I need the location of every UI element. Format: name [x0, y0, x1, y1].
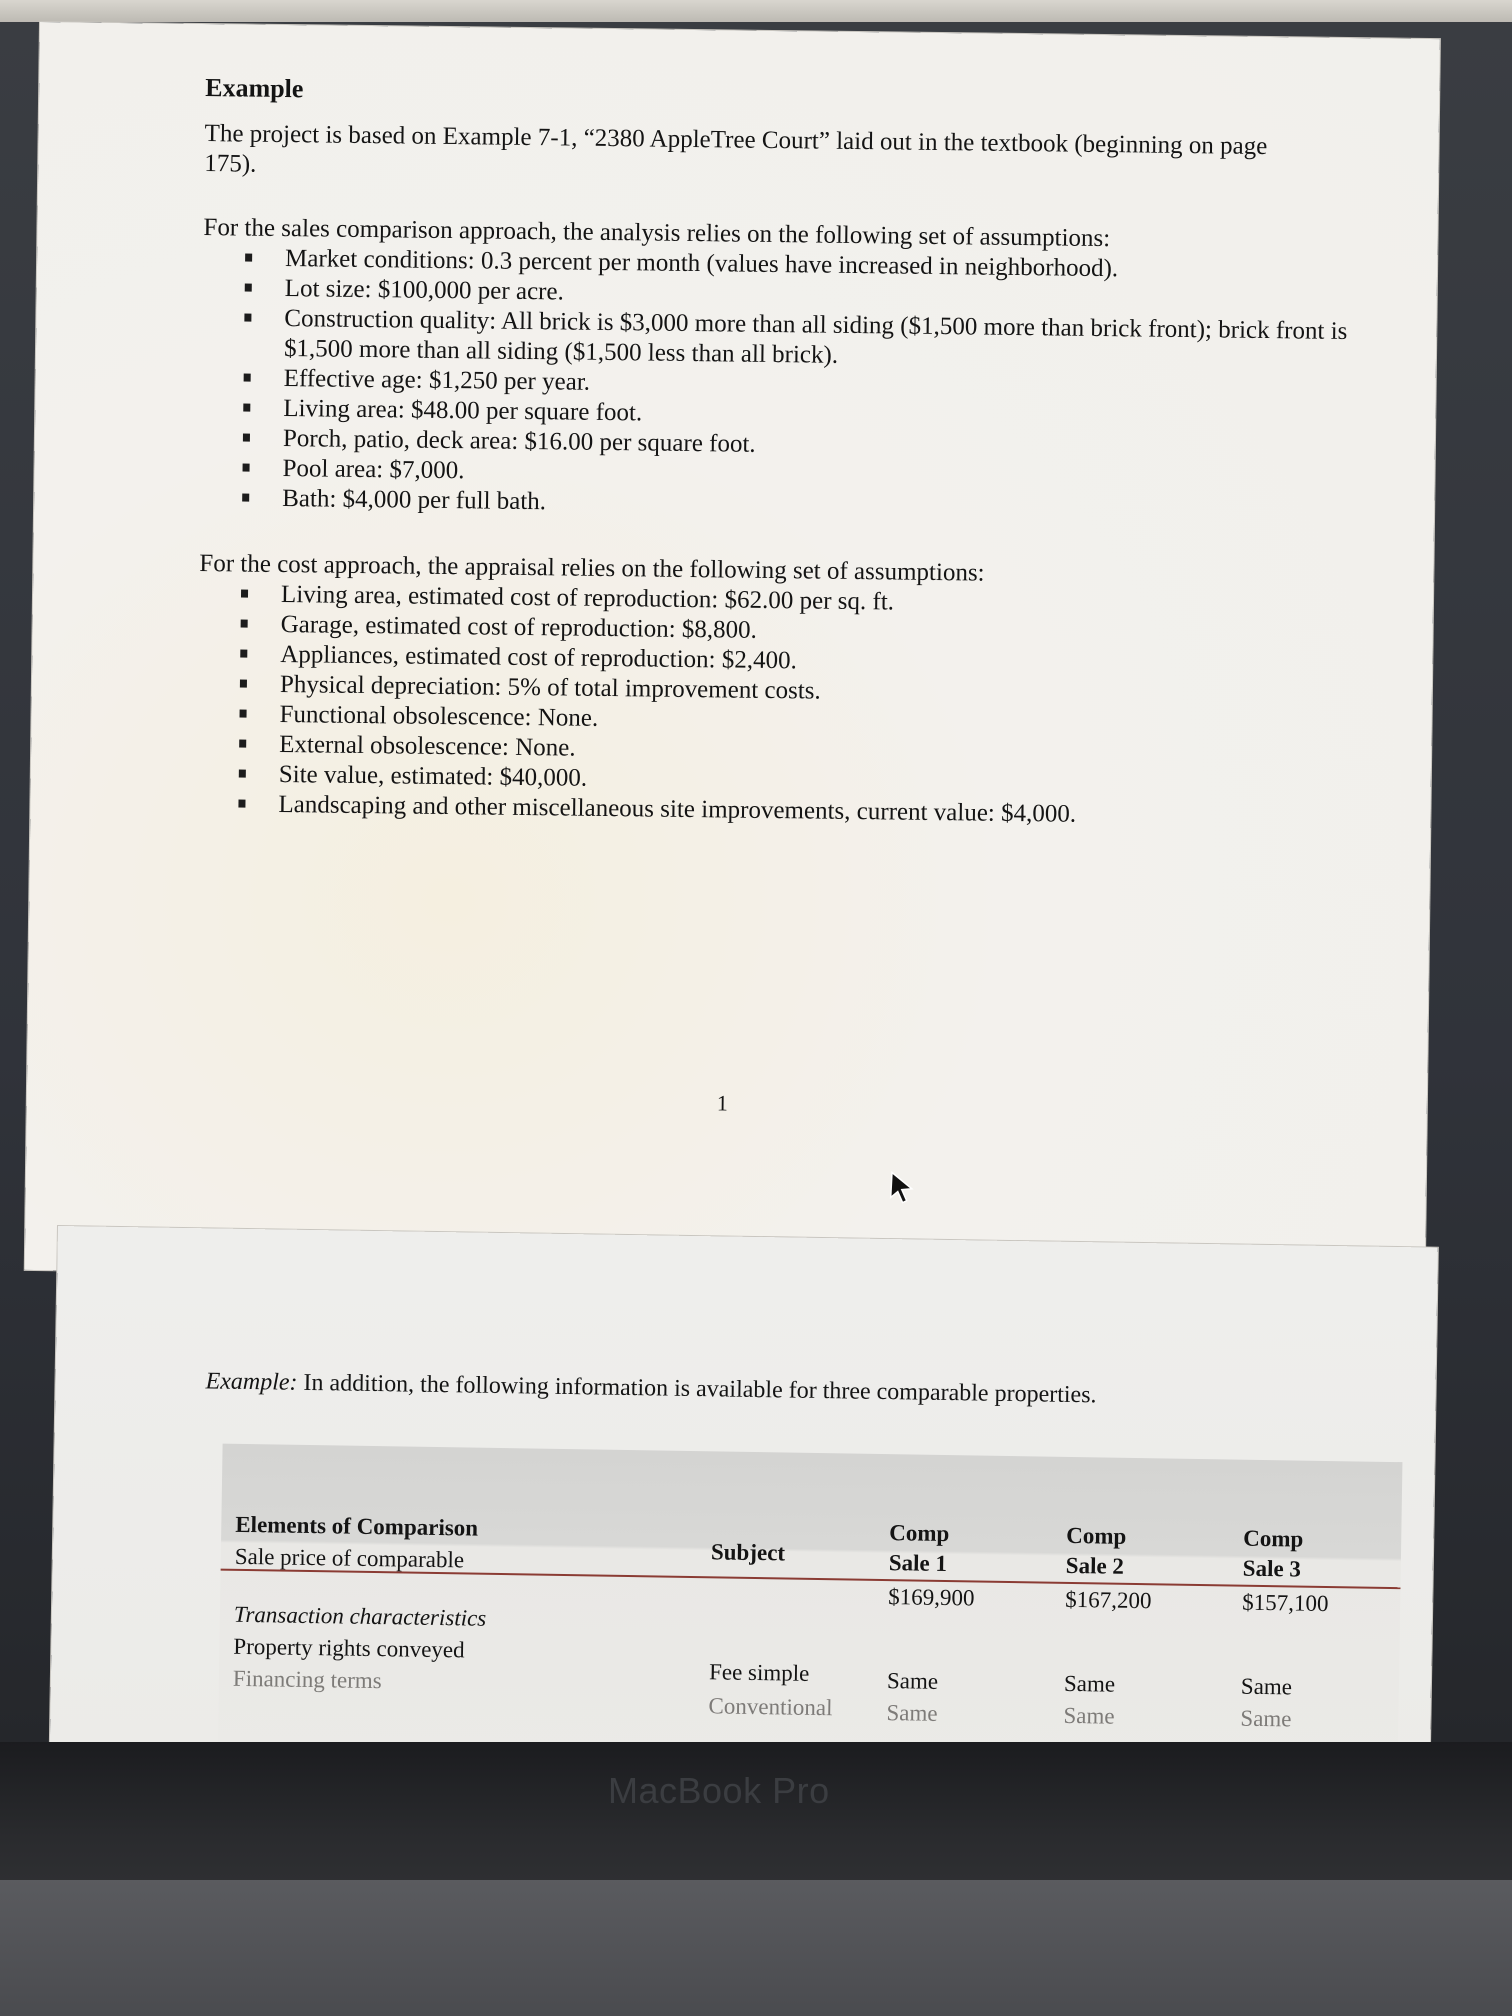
- page-number: 1: [716, 1090, 728, 1116]
- bullet-icon: [238, 800, 245, 808]
- list-item: Living area: $48.00 per square foot.: [243, 394, 1351, 438]
- bullet-icon: [243, 434, 250, 442]
- list-item: Construction quality: All brick is $3,000 more than all siding ($1,500 more than brick front); brick front is $1,500 more than all siding ($1,500 less than all brick).: [244, 304, 1353, 378]
- list-item: Site value, estimated: $40,000.: [239, 760, 1347, 804]
- list-item: Pool area: $7,000.: [242, 454, 1350, 498]
- bullet-icon: [240, 710, 247, 718]
- list-item: Living area, estimated cost of reproduction: $62.00 per sq. ft.: [241, 580, 1349, 624]
- list-item: Functional obsolescence: None.: [239, 700, 1347, 744]
- bullet-icon: [243, 464, 250, 472]
- bullet-icon: [240, 650, 247, 658]
- sales-assumptions-list: [200, 243, 1353, 527]
- list-item: Market conditions: 0.3 percent per month (values have increased in neighborhood).: [245, 244, 1353, 288]
- mouse-cursor-icon: [886, 1170, 916, 1204]
- financing-subject: Conventional: [708, 1693, 833, 1721]
- document-page-2: [50, 1226, 1438, 1788]
- list-item: Appliances, estimated cost of reproduction: $2,400.: [240, 640, 1348, 684]
- example-label: Example:: [205, 1368, 298, 1396]
- header-comp3-line2: Sale 3: [1242, 1555, 1302, 1582]
- table-header-row: [221, 1499, 1402, 1590]
- header-comp1-line1: Comp: [889, 1520, 950, 1547]
- page-1-content: [196, 72, 1355, 869]
- list-item: External obsolescence: None.: [239, 730, 1347, 774]
- header-comp1-line2: Sale 1: [888, 1550, 948, 1577]
- header-comp2-line1: Comp: [1066, 1522, 1127, 1549]
- bullet-icon: [245, 254, 252, 262]
- row-label-transaction: Transaction characteristics: [233, 1601, 487, 1631]
- laptop-keyboard-edge: [0, 1880, 1512, 2016]
- property-rights-comp2: Same: [1063, 1670, 1116, 1697]
- financing-comp3: Same: [1240, 1705, 1292, 1732]
- document-page-1: [25, 22, 1440, 1287]
- example-line: [205, 1368, 1385, 1414]
- sale-price-comp1: $169,900: [888, 1584, 975, 1611]
- bullet-icon: [242, 494, 249, 502]
- financing-comp2: Same: [1063, 1702, 1115, 1729]
- financing-comp1: Same: [886, 1700, 938, 1726]
- header-comp2-line2: Sale 2: [1065, 1552, 1125, 1579]
- list-item: Physical depreciation: 5% of total improvement costs.: [240, 670, 1348, 714]
- cost-assumptions-list: [196, 579, 1349, 833]
- device-label: MacBook Pro: [608, 1770, 830, 1811]
- bullet-icon: [239, 740, 246, 748]
- list-item: Landscaping and other miscellaneous site improvements, current value: $4,000.: [238, 790, 1346, 834]
- comparables-table: [218, 1444, 1403, 1782]
- property-rights-comp1: Same: [886, 1668, 939, 1694]
- bullet-icon: [241, 620, 248, 628]
- list-item: Porch, patio, deck area: $16.00 per square foot.: [243, 424, 1351, 468]
- list-item: Lot size: $100,000 per acre.: [245, 274, 1353, 318]
- header-comp3-line1: Comp: [1243, 1525, 1304, 1552]
- cost-approach-intro: For the cost approach, the appraisal relies on the following set of assumptions:: [199, 550, 985, 587]
- header-subject: Subject: [710, 1539, 786, 1566]
- bullet-icon: [245, 284, 252, 292]
- list-item: Effective age: $1,250 per year.: [243, 364, 1351, 408]
- row-label-property-rights: Property rights conveyed: [233, 1633, 465, 1663]
- list-item: Bath: $4,000 per full bath.: [242, 484, 1350, 528]
- bullet-icon: [240, 680, 247, 688]
- screen-bezel-top: [0, 0, 1512, 22]
- sale-price-comp2: $167,200: [1065, 1586, 1152, 1614]
- bullet-icon: [244, 314, 251, 322]
- example-text: In addition, the following information is available for three comparable properties.: [297, 1369, 1097, 1409]
- list-item: Garage, estimated cost of reproduction: $8,800.: [240, 610, 1348, 654]
- page-heading: Example: [205, 73, 304, 104]
- intro-paragraph: The project is based on Example 7-1, “2380 AppleTree Court” laid out in the textbook (beginning on page 175).: [204, 120, 1268, 178]
- row-label-sale-price: Sale price of comparable: [234, 1543, 465, 1573]
- page-2-content: [205, 1368, 1385, 1414]
- bullet-icon: [241, 590, 248, 598]
- property-rights-comp3: Same: [1240, 1673, 1293, 1700]
- sales-approach-intro: For the sales comparison approach, the analysis relies on the following set of assumptions:: [203, 214, 1111, 253]
- bullet-icon: [239, 770, 246, 778]
- sale-price-comp3: $157,100: [1242, 1589, 1329, 1617]
- header-elements: Elements of Comparison: [235, 1511, 479, 1541]
- bullet-icon: [243, 404, 250, 412]
- bullet-icon: [244, 374, 251, 382]
- property-rights-subject: Fee simple: [708, 1659, 810, 1686]
- row-label-financing: Financing terms: [232, 1665, 382, 1694]
